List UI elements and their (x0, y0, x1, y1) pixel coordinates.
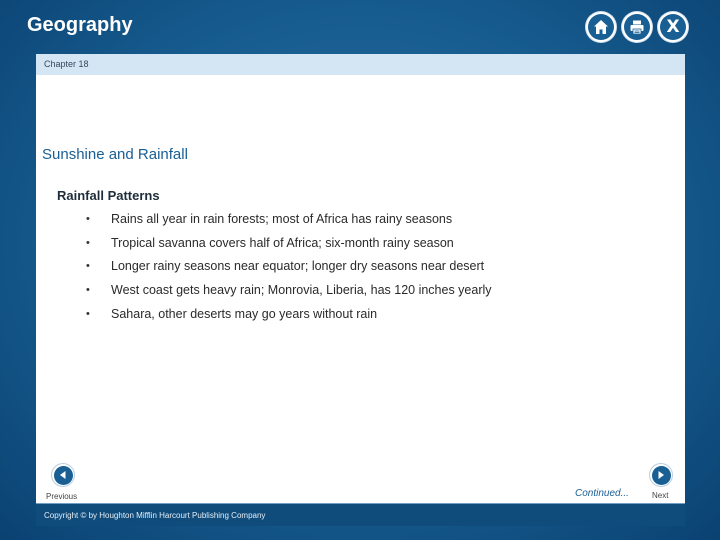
chapter-band (36, 54, 685, 75)
bullet-icon: • (86, 284, 90, 297)
bullet-text: West coast gets heavy rain; Monrovia, Liberia, has 120 inches yearly (111, 283, 492, 298)
list-item (86, 303, 492, 327)
previous-button[interactable] (52, 464, 74, 486)
section-title: Sunshine and Rainfall (42, 146, 188, 163)
copyright-text: Copyright © by Houghton Mifflin Harcourt Publishing Company (44, 511, 266, 520)
close-button[interactable] (658, 12, 688, 42)
arrow-right-icon (656, 470, 666, 480)
sub-heading: Rainfall Patterns (57, 188, 160, 203)
list-item (86, 208, 492, 232)
home-icon (593, 19, 609, 35)
bullet-text: Sahara, other deserts may go years without rain (111, 306, 378, 321)
top-toolbar (586, 12, 688, 42)
app-title: Geography (27, 14, 133, 36)
list-item (86, 279, 492, 303)
previous-label[interactable]: Previous (46, 492, 78, 501)
slide-content (36, 75, 685, 503)
close-icon: X (666, 16, 680, 37)
list-item (86, 255, 492, 279)
bullet-text: Rains all year in rain forests; most of Africa has rainy seasons (111, 212, 453, 226)
bullet-text: Longer rainy seasons near equator; longer dry seasons near desert (111, 259, 485, 274)
home-button[interactable] (586, 12, 616, 42)
print-icon (629, 19, 645, 35)
bullet-icon: • (86, 236, 90, 249)
next-label[interactable]: Next (652, 491, 669, 500)
chapter-label: Chapter 18 (44, 59, 89, 69)
bullet-text: Tropical savanna covers half of Africa; six-month rainy season (111, 235, 454, 250)
bullet-icon: • (86, 307, 90, 320)
continued-label: Continued... (575, 488, 629, 499)
bullet-icon: • (86, 260, 90, 273)
print-button[interactable] (622, 12, 652, 42)
bullet-icon: • (86, 213, 90, 225)
copyright-bar (36, 503, 685, 526)
next-button[interactable] (650, 464, 672, 486)
list-item (86, 232, 492, 256)
bullet-list (86, 208, 492, 326)
arrow-left-icon (58, 470, 68, 480)
